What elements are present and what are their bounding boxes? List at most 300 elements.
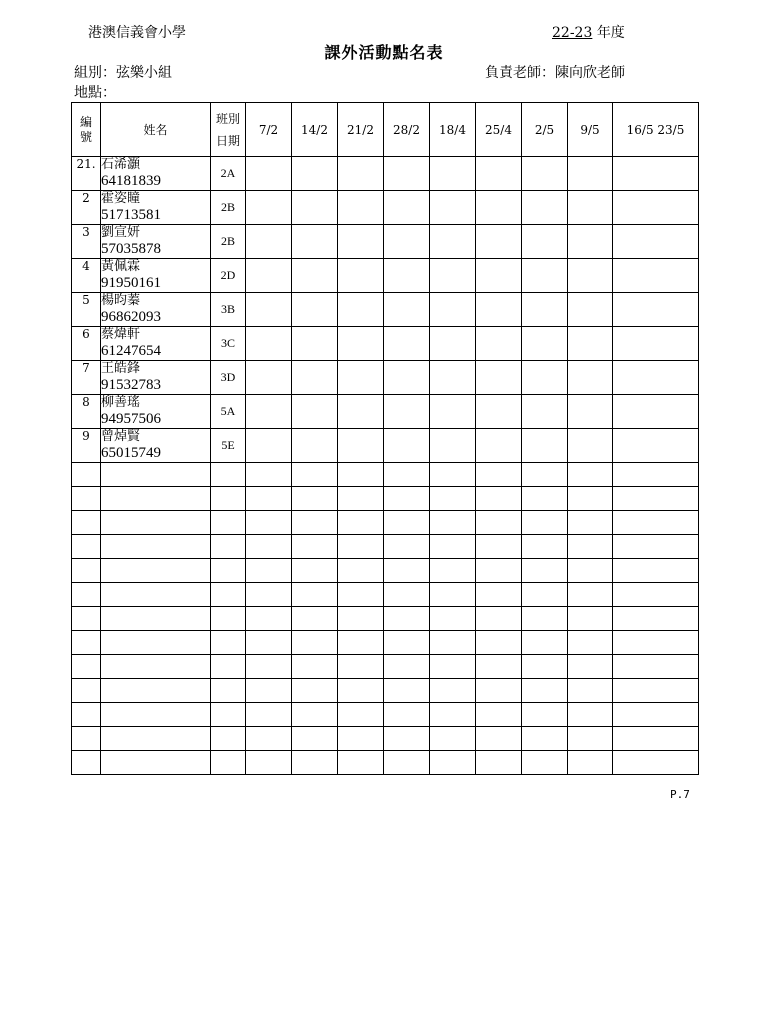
blank-cell[interactable]	[246, 535, 292, 559]
blank-cell[interactable]	[568, 631, 613, 655]
student-cell	[101, 293, 211, 327]
attendance-table	[71, 102, 699, 775]
teacher-label: 負責老師：陳向欣老師	[485, 65, 625, 81]
blank-cell[interactable]	[292, 463, 338, 487]
attendance-cell[interactable]	[292, 225, 338, 259]
blank-cell[interactable]	[338, 511, 384, 535]
empty-row	[72, 631, 699, 655]
column-header-date: 18/4	[430, 103, 476, 157]
blank-cell[interactable]	[522, 535, 568, 559]
page-title: 課外活動點名表	[324, 43, 444, 62]
blank-cell[interactable]	[292, 703, 338, 727]
blank-cell[interactable]	[613, 511, 699, 535]
blank-cell[interactable]	[613, 631, 699, 655]
blank-cell[interactable]	[72, 535, 101, 559]
blank-cell[interactable]	[338, 607, 384, 631]
attendance-cell[interactable]	[430, 259, 476, 293]
blank-cell[interactable]	[72, 631, 101, 655]
student-class: 5A	[211, 395, 246, 429]
blank-cell[interactable]	[476, 535, 522, 559]
year-suffix: 年度	[596, 25, 625, 41]
column-header-name: 姓名	[101, 103, 211, 157]
blank-cell[interactable]	[476, 751, 522, 775]
blank-cell[interactable]	[338, 463, 384, 487]
blank-cell[interactable]	[476, 487, 522, 511]
blank-cell[interactable]	[338, 631, 384, 655]
blank-cell[interactable]	[568, 463, 613, 487]
blank-cell[interactable]	[292, 511, 338, 535]
blank-cell[interactable]	[211, 487, 246, 511]
attendance-cell[interactable]	[476, 429, 522, 463]
blank-cell[interactable]	[101, 583, 211, 607]
blank-cell[interactable]	[384, 679, 430, 703]
blank-cell[interactable]	[384, 655, 430, 679]
attendance-cell[interactable]	[568, 293, 613, 327]
blank-cell[interactable]	[72, 703, 101, 727]
attendance-cell[interactable]	[384, 225, 430, 259]
blank-cell[interactable]	[522, 679, 568, 703]
attendance-cell[interactable]	[430, 429, 476, 463]
blank-cell[interactable]	[384, 751, 430, 775]
attendance-cell[interactable]	[522, 157, 568, 191]
blank-cell[interactable]	[568, 751, 613, 775]
blank-cell[interactable]	[211, 631, 246, 655]
blank-cell[interactable]	[211, 559, 246, 583]
student-phone: 57035878	[101, 241, 161, 257]
blank-cell[interactable]	[101, 559, 211, 583]
attendance-cell[interactable]	[384, 293, 430, 327]
blank-cell[interactable]	[246, 727, 292, 751]
blank-cell[interactable]	[568, 607, 613, 631]
student-number: 4	[72, 259, 101, 293]
attendance-cell[interactable]	[338, 259, 384, 293]
blank-cell[interactable]	[292, 679, 338, 703]
attendance-cell[interactable]	[384, 361, 430, 395]
school-name: 港澳信義會小學	[88, 25, 186, 41]
date-label: 23/5	[657, 122, 685, 137]
blank-cell[interactable]	[72, 655, 101, 679]
blank-cell[interactable]	[211, 535, 246, 559]
empty-row	[72, 559, 699, 583]
blank-cell[interactable]	[522, 655, 568, 679]
class-header-line1: 班別	[215, 111, 240, 126]
group-label: 組別：弦樂小組	[74, 65, 172, 81]
attendance-cell[interactable]	[613, 191, 699, 225]
blank-cell[interactable]	[430, 727, 476, 751]
blank-cell[interactable]	[384, 631, 430, 655]
blank-cell[interactable]	[101, 511, 211, 535]
attendance-cell[interactable]	[476, 259, 522, 293]
attendance-cell[interactable]	[430, 191, 476, 225]
blank-cell[interactable]	[292, 559, 338, 583]
blank-cell[interactable]	[246, 511, 292, 535]
attendance-cell[interactable]	[568, 361, 613, 395]
student-cell	[101, 361, 211, 395]
attendance-cell[interactable]	[476, 191, 522, 225]
blank-cell[interactable]	[568, 703, 613, 727]
column-header-number	[72, 103, 101, 157]
blank-cell[interactable]	[430, 655, 476, 679]
blank-cell[interactable]	[568, 727, 613, 751]
blank-cell[interactable]	[476, 655, 522, 679]
blank-cell[interactable]	[72, 511, 101, 535]
blank-cell[interactable]	[292, 607, 338, 631]
blank-cell[interactable]	[522, 727, 568, 751]
student-phone: 91950161	[101, 275, 161, 291]
attendance-cell[interactable]	[338, 327, 384, 361]
blank-cell[interactable]	[476, 679, 522, 703]
blank-cell[interactable]	[338, 703, 384, 727]
attendance-cell[interactable]	[613, 259, 699, 293]
empty-row	[72, 679, 699, 703]
blank-cell[interactable]	[384, 511, 430, 535]
blank-cell[interactable]	[72, 727, 101, 751]
blank-cell[interactable]	[568, 655, 613, 679]
blank-cell[interactable]	[384, 487, 430, 511]
student-cell	[101, 327, 211, 361]
blank-cell[interactable]	[613, 535, 699, 559]
attendance-cell[interactable]	[476, 225, 522, 259]
blank-cell[interactable]	[522, 487, 568, 511]
attendance-cell[interactable]	[522, 191, 568, 225]
student-cell	[101, 191, 211, 225]
blank-cell[interactable]	[384, 703, 430, 727]
blank-cell[interactable]	[246, 559, 292, 583]
table-row	[72, 395, 699, 429]
blank-cell[interactable]	[522, 751, 568, 775]
attendance-cell[interactable]	[613, 361, 699, 395]
blank-cell[interactable]	[384, 463, 430, 487]
attendance-cell[interactable]	[292, 361, 338, 395]
attendance-cell[interactable]	[246, 225, 292, 259]
blank-cell[interactable]	[292, 583, 338, 607]
blank-cell[interactable]	[72, 559, 101, 583]
blank-cell[interactable]	[101, 751, 211, 775]
attendance-cell[interactable]	[613, 225, 699, 259]
blank-cell[interactable]	[568, 487, 613, 511]
blank-cell[interactable]	[338, 487, 384, 511]
blank-cell[interactable]	[101, 487, 211, 511]
blank-cell[interactable]	[101, 607, 211, 631]
blank-cell[interactable]	[211, 511, 246, 535]
attendance-cell[interactable]	[522, 327, 568, 361]
blank-cell[interactable]	[246, 487, 292, 511]
blank-cell[interactable]	[101, 631, 211, 655]
attendance-cell[interactable]	[292, 259, 338, 293]
blank-cell[interactable]	[211, 607, 246, 631]
column-header-date: 25/4	[476, 103, 522, 157]
blank-cell[interactable]	[246, 607, 292, 631]
attendance-cell[interactable]	[246, 327, 292, 361]
blank-cell[interactable]	[613, 703, 699, 727]
attendance-cell[interactable]	[430, 327, 476, 361]
blank-cell[interactable]	[72, 751, 101, 775]
attendance-cell[interactable]	[338, 157, 384, 191]
student-class: 3C	[211, 327, 246, 361]
attendance-cell[interactable]	[246, 361, 292, 395]
attendance-cell[interactable]	[246, 429, 292, 463]
blank-cell[interactable]	[338, 559, 384, 583]
attendance-cell[interactable]	[384, 327, 430, 361]
attendance-cell[interactable]	[430, 293, 476, 327]
student-class: 2B	[211, 191, 246, 225]
blank-cell[interactable]	[430, 487, 476, 511]
blank-cell[interactable]	[246, 679, 292, 703]
blank-cell[interactable]	[246, 655, 292, 679]
attendance-cell[interactable]	[338, 429, 384, 463]
attendance-cell[interactable]	[522, 361, 568, 395]
blank-cell[interactable]	[476, 463, 522, 487]
attendance-cell[interactable]	[384, 259, 430, 293]
attendance-cell[interactable]	[430, 225, 476, 259]
blank-cell[interactable]	[568, 583, 613, 607]
student-cell	[101, 157, 211, 191]
blank-cell[interactable]	[384, 727, 430, 751]
blank-cell[interactable]	[101, 535, 211, 559]
blank-cell[interactable]	[338, 655, 384, 679]
column-header-date: 28/2	[384, 103, 430, 157]
blank-cell[interactable]	[522, 607, 568, 631]
student-name: 霍姿瞳	[101, 191, 141, 206]
empty-row	[72, 703, 699, 727]
attendance-cell[interactable]	[568, 259, 613, 293]
blank-cell[interactable]	[430, 511, 476, 535]
attendance-cell[interactable]	[613, 395, 699, 429]
blank-cell[interactable]	[476, 583, 522, 607]
blank-cell[interactable]	[292, 535, 338, 559]
blank-cell[interactable]	[101, 655, 211, 679]
blank-cell[interactable]	[613, 607, 699, 631]
blank-cell[interactable]	[430, 751, 476, 775]
empty-row	[72, 655, 699, 679]
blank-cell[interactable]	[101, 463, 211, 487]
blank-cell[interactable]	[522, 703, 568, 727]
student-number: 9	[72, 429, 101, 463]
blank-cell[interactable]	[522, 583, 568, 607]
blank-cell[interactable]	[430, 583, 476, 607]
blank-cell[interactable]	[476, 607, 522, 631]
blank-cell[interactable]	[476, 631, 522, 655]
table-row	[72, 225, 699, 259]
blank-cell[interactable]	[338, 751, 384, 775]
table-row	[72, 429, 699, 463]
attendance-cell[interactable]	[522, 259, 568, 293]
attendance-cell[interactable]	[613, 157, 699, 191]
attendance-cell[interactable]	[476, 327, 522, 361]
blank-cell[interactable]	[430, 535, 476, 559]
blank-cell[interactable]	[292, 727, 338, 751]
blank-cell[interactable]	[211, 703, 246, 727]
blank-cell[interactable]	[430, 559, 476, 583]
blank-cell[interactable]	[430, 463, 476, 487]
blank-cell[interactable]	[613, 463, 699, 487]
column-header-date: 2/5	[522, 103, 568, 157]
attendance-cell[interactable]	[613, 327, 699, 361]
student-number: 21.	[72, 157, 101, 191]
blank-cell[interactable]	[72, 463, 101, 487]
blank-cell[interactable]	[384, 559, 430, 583]
blank-cell[interactable]	[568, 511, 613, 535]
blank-cell[interactable]	[292, 631, 338, 655]
attendance-cell[interactable]	[430, 361, 476, 395]
blank-cell[interactable]	[211, 463, 246, 487]
class-header-line2: 日期	[215, 133, 240, 148]
attendance-cell[interactable]	[430, 157, 476, 191]
attendance-cell[interactable]	[246, 191, 292, 225]
empty-row	[72, 727, 699, 751]
student-phone: 65015749	[101, 445, 161, 461]
blank-cell[interactable]	[384, 535, 430, 559]
attendance-cell[interactable]	[384, 191, 430, 225]
attendance-cell[interactable]	[568, 191, 613, 225]
location-label: 地點：	[74, 85, 116, 101]
student-phone: 61247654	[101, 343, 161, 359]
attendance-cell[interactable]	[568, 225, 613, 259]
blank-cell[interactable]	[522, 631, 568, 655]
attendance-cell[interactable]	[246, 395, 292, 429]
attendance-cell[interactable]	[476, 157, 522, 191]
student-phone: 91532783	[101, 377, 161, 393]
blank-cell[interactable]	[384, 583, 430, 607]
blank-cell[interactable]	[568, 559, 613, 583]
student-number: 8	[72, 395, 101, 429]
blank-cell[interactable]	[246, 583, 292, 607]
column-header-date: 7/2	[246, 103, 292, 157]
attendance-cell[interactable]	[568, 395, 613, 429]
student-name: 石浠灝	[101, 157, 141, 172]
blank-cell[interactable]	[246, 751, 292, 775]
blank-cell[interactable]	[430, 679, 476, 703]
blank-cell[interactable]	[72, 607, 101, 631]
column-header-date	[613, 103, 699, 157]
attendance-cell[interactable]	[522, 225, 568, 259]
attendance-cell[interactable]	[338, 225, 384, 259]
blank-cell[interactable]	[211, 679, 246, 703]
blank-cell[interactable]	[72, 679, 101, 703]
empty-row	[72, 607, 699, 631]
attendance-cell[interactable]	[292, 395, 338, 429]
blank-cell[interactable]	[522, 559, 568, 583]
attendance-cell[interactable]	[522, 293, 568, 327]
blank-cell[interactable]	[211, 751, 246, 775]
blank-cell[interactable]	[72, 487, 101, 511]
attendance-cell[interactable]	[338, 361, 384, 395]
blank-cell[interactable]	[246, 463, 292, 487]
attendance-cell[interactable]	[568, 429, 613, 463]
blank-cell[interactable]	[338, 679, 384, 703]
attendance-cell[interactable]	[476, 361, 522, 395]
attendance-cell[interactable]	[568, 157, 613, 191]
attendance-cell[interactable]	[384, 157, 430, 191]
blank-cell[interactable]	[613, 655, 699, 679]
attendance-cell[interactable]	[476, 293, 522, 327]
blank-cell[interactable]	[211, 583, 246, 607]
table-row	[72, 259, 699, 293]
attendance-cell[interactable]	[568, 327, 613, 361]
attendance-cell[interactable]	[246, 293, 292, 327]
blank-cell[interactable]	[338, 727, 384, 751]
blank-cell[interactable]	[613, 559, 699, 583]
table-row	[72, 157, 699, 191]
blank-cell[interactable]	[568, 679, 613, 703]
blank-cell[interactable]	[522, 463, 568, 487]
table-row	[72, 293, 699, 327]
blank-cell[interactable]	[101, 727, 211, 751]
student-cell	[101, 395, 211, 429]
blank-cell[interactable]	[476, 559, 522, 583]
blank-cell[interactable]	[292, 655, 338, 679]
blank-cell[interactable]	[476, 703, 522, 727]
blank-cell[interactable]	[292, 487, 338, 511]
attendance-cell[interactable]	[384, 395, 430, 429]
blank-cell[interactable]	[211, 727, 246, 751]
blank-cell[interactable]	[568, 535, 613, 559]
student-class: 3D	[211, 361, 246, 395]
attendance-cell[interactable]	[430, 395, 476, 429]
blank-cell[interactable]	[211, 655, 246, 679]
blank-cell[interactable]	[246, 631, 292, 655]
attendance-cell[interactable]	[292, 429, 338, 463]
blank-cell[interactable]	[430, 607, 476, 631]
blank-cell[interactable]	[384, 607, 430, 631]
blank-cell[interactable]	[292, 751, 338, 775]
student-class: 3B	[211, 293, 246, 327]
attendance-cell[interactable]	[292, 191, 338, 225]
attendance-cell[interactable]	[476, 395, 522, 429]
attendance-cell[interactable]	[613, 293, 699, 327]
column-header-class-date	[211, 103, 246, 157]
blank-cell[interactable]	[338, 583, 384, 607]
table-row	[72, 327, 699, 361]
blank-cell[interactable]	[476, 511, 522, 535]
attendance-cell[interactable]	[338, 293, 384, 327]
blank-cell[interactable]	[338, 535, 384, 559]
column-header-date: 14/2	[292, 103, 338, 157]
blank-cell[interactable]	[613, 487, 699, 511]
student-name: 曾焯賢	[101, 429, 141, 444]
attendance-cell[interactable]	[522, 429, 568, 463]
student-phone: 94957506	[101, 411, 161, 427]
blank-cell[interactable]	[613, 751, 699, 775]
blank-cell[interactable]	[522, 511, 568, 535]
empty-row	[72, 751, 699, 775]
attendance-cell[interactable]	[292, 157, 338, 191]
blank-cell[interactable]	[613, 727, 699, 751]
attendance-cell[interactable]	[613, 429, 699, 463]
student-class: 2D	[211, 259, 246, 293]
attendance-cell[interactable]	[522, 395, 568, 429]
blank-cell[interactable]	[613, 679, 699, 703]
attendance-cell[interactable]	[338, 191, 384, 225]
blank-cell[interactable]	[430, 631, 476, 655]
empty-row	[72, 463, 699, 487]
attendance-cell[interactable]	[246, 259, 292, 293]
blank-cell[interactable]	[72, 583, 101, 607]
blank-cell[interactable]	[476, 727, 522, 751]
blank-cell[interactable]	[101, 679, 211, 703]
attendance-cell[interactable]	[338, 395, 384, 429]
attendance-cell[interactable]	[292, 293, 338, 327]
student-phone: 96862093	[101, 309, 161, 325]
attendance-cell[interactable]	[292, 327, 338, 361]
attendance-cell[interactable]	[246, 157, 292, 191]
blank-cell[interactable]	[101, 703, 211, 727]
attendance-cell[interactable]	[384, 429, 430, 463]
blank-cell[interactable]	[430, 703, 476, 727]
blank-cell[interactable]	[246, 703, 292, 727]
empty-row	[72, 487, 699, 511]
blank-cell[interactable]	[613, 583, 699, 607]
